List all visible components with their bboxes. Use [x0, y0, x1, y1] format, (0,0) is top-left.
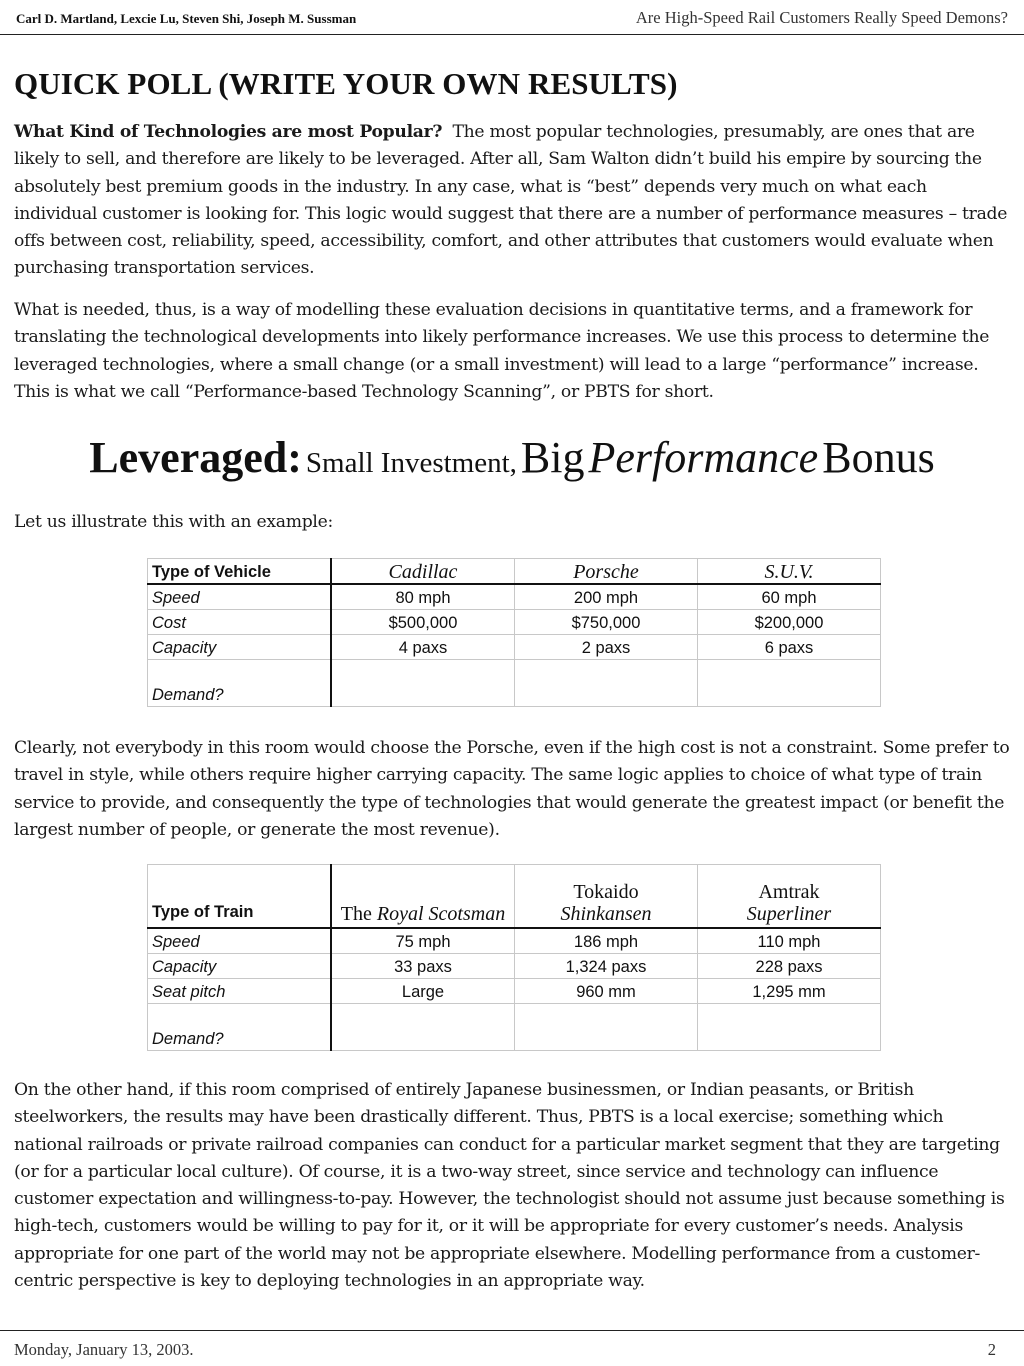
header-prefix: The	[340, 903, 372, 925]
header-cell-superliner	[698, 865, 881, 929]
footer-date: Monday, January 13, 2003.	[14, 1340, 194, 1359]
page-header	[0, 0, 1024, 35]
slogan-small-investment: Small Investment,	[305, 447, 517, 479]
table-row	[148, 954, 881, 979]
row-label: Seat pitch	[148, 979, 332, 1004]
slogan-bonus: Bonus	[822, 433, 935, 482]
header-top: Amtrak	[758, 881, 820, 903]
table-cell: 33 paxs	[331, 954, 515, 979]
section-title: QUICK POLL (WRITE YOUR OWN RESULTS)	[14, 66, 678, 101]
table-cell: 110 mph	[698, 928, 881, 954]
table-cell: 2 paxs	[515, 635, 698, 660]
table-cell: $500,000	[331, 610, 515, 635]
paragraph-conclusion: On the other hand, if this room comprised of entirely Japanese businessmen, or Indian peasants, or British steelworkers, the results may have been drastically different. Thus, PBTS is a local exercise; something which national railroads or private railroad companies can conduct for a particular market segment that they are targeting (or for a particular local culture). Of course, it is a two-way street, since service and technology can influence customer expectation and willingness-to-pay. However, the technologist should not assume just because something is high-tech, customers would be willing to pay for it, or it will be appropriate for every customer’s needs. Analysis appropriate for one part of the world may not be appropriate elsewhere. Modelling performance from a customer-centric perspective is key to deploying technologies in an appropriate way.	[14, 1080, 1005, 1292]
row-label: Cost	[148, 610, 332, 635]
table-cell: 60 mph	[698, 584, 881, 610]
table-cell: 186 mph	[515, 928, 698, 954]
header-cell: Porsche	[515, 559, 698, 585]
row-label: Speed	[148, 928, 332, 954]
table-cell	[331, 660, 515, 707]
table-cell: 1,295 mm	[698, 979, 881, 1004]
row-label: Capacity	[148, 635, 332, 660]
row-label: Capacity	[148, 954, 332, 979]
slogan	[14, 432, 1010, 494]
table-cell	[698, 1004, 881, 1051]
page-footer	[0, 1330, 1024, 1366]
header-title: Are High-Speed Rail Customers Really Speed Demons?	[635, 8, 1008, 27]
table-cell: 6 paxs	[698, 635, 881, 660]
page-number: 2	[987, 1340, 996, 1359]
table-header-row	[148, 559, 881, 585]
table-cell	[698, 660, 881, 707]
paragraph-porsche: Clearly, not everybody in this room would choose the Porsche, even if the high cost is not a constraint. Some prefer to travel in style, while others require higher carrying capacity. The same logic applies to choice of what type of train service to provide, and consequently the type of technologies that would generate the greatest impact (or benefit the largest number of people, or generate the most revenue).	[14, 738, 1010, 840]
table-row	[148, 610, 881, 635]
slogan-big: Big	[520, 433, 585, 482]
paragraph-technologies	[14, 119, 1010, 283]
header-name: Royal Scotsman	[376, 903, 506, 925]
page-content	[14, 64, 1010, 1292]
header-authors: Carl D. Martland, Lexcie Lu, Steven Shi, Joseph M. Sussman	[16, 11, 357, 26]
header-cell-royal-scotsman	[331, 865, 515, 929]
header-bottom: Shinkansen	[560, 903, 652, 925]
table-cell: $200,000	[698, 610, 881, 635]
header-top: Tokaido	[573, 881, 639, 903]
table-cell: 4 paxs	[331, 635, 515, 660]
table-cell: 75 mph	[331, 928, 515, 954]
table-row	[148, 635, 881, 660]
table-cell: 960 mm	[515, 979, 698, 1004]
table-cell: 228 paxs	[698, 954, 881, 979]
paragraph-example-intro: Let us illustrate this with an example:	[14, 512, 333, 532]
header-cell: Type of Vehicle	[148, 559, 332, 585]
table-row	[148, 1004, 881, 1051]
table-cell	[515, 1004, 698, 1051]
header-cell-shinkansen	[515, 865, 698, 929]
paragraph-text: The most popular technologies, presumably, are ones that are likely to sell, and therefore are likely to be leveraged. After all, Sam Walton didn’t build his empire by sourcing the absolutely best premium goods in the industry. In any case, what is “best” depends very much on what each individual customer is looking for. This logic would suggest that there are a number of performance measures – trade offs between cost, reliability, speed, accessibility, comfort, and other attributes that customers would evaluate when purchasing transportation services.	[14, 122, 1008, 279]
header-cell: Cadillac	[331, 559, 515, 585]
header-cell: S.U.V.	[698, 559, 881, 585]
table-row	[148, 660, 881, 707]
paragraph-lead: What Kind of Technologies are most Popular?	[14, 122, 443, 142]
table-cell: 1,324 paxs	[515, 954, 698, 979]
table-header-row	[148, 865, 881, 929]
table-row	[148, 979, 881, 1004]
slogan-performance: Performance	[588, 433, 819, 482]
table-cell	[515, 660, 698, 707]
table-cell: 80 mph	[331, 584, 515, 610]
header-bottom: Superliner	[746, 903, 832, 925]
table-cell: $750,000	[515, 610, 698, 635]
vehicle-table	[147, 558, 881, 707]
row-label: Speed	[148, 584, 332, 610]
table-cell: Large	[331, 979, 515, 1004]
slogan-leveraged: Leveraged:	[89, 433, 302, 482]
table-cell: 200 mph	[515, 584, 698, 610]
table-row	[148, 584, 881, 610]
paragraph-pbts: What is needed, thus, is a way of modelling these evaluation decisions in quantitative terms, and a framework for translating the technological developments into likely performance increases. We use this process to determine the leveraged technologies, where a small change (or a small investment) will lead to a large “performance” increase. This is what we call “Performance-based Technology Scanning”, or PBTS for short.	[14, 300, 990, 402]
row-label: Demand?	[148, 660, 332, 707]
header-cell: Type of Train	[148, 865, 332, 929]
table-row	[148, 928, 881, 954]
train-table	[147, 864, 881, 1051]
row-label: Demand?	[148, 1004, 332, 1051]
table-cell	[331, 1004, 515, 1051]
